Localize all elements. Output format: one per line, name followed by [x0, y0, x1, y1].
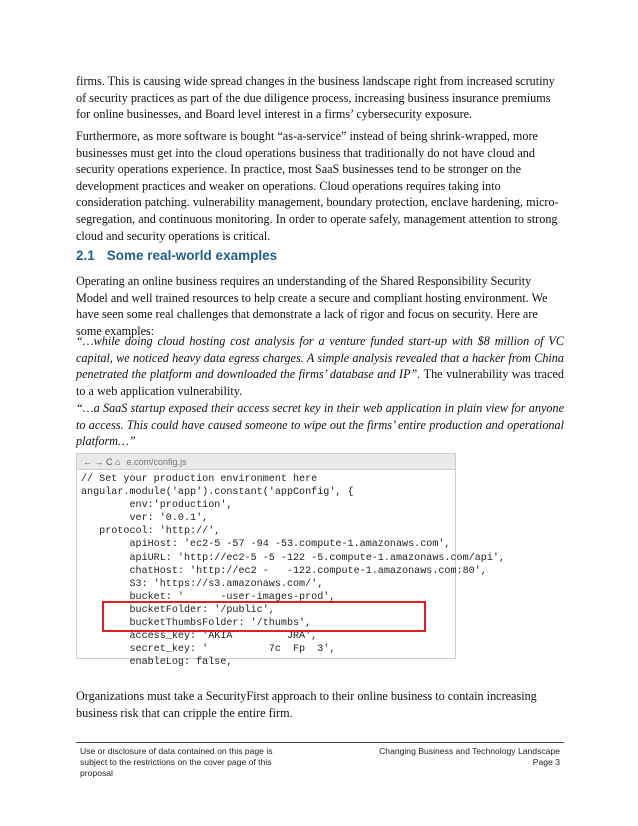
section-number: 2.1 [76, 248, 95, 263]
quote-example-1-italic: “…while doing cloud hosting cost analysis for a venture funded start-up with $8 million of VC capital, we noticed heavy data egress charges. A simple analysis revealed that a hacker from China penetrated the platform and downloaded the firms’ database and IP”. [76, 334, 564, 382]
exposed-keys-highlight-box [102, 601, 426, 632]
quote-example-2: “…a SaaS startup exposed their access secret key in their web application in plain view for anyone to access. This could have caused someone to wipe out the firms’ entire production and operational platform…” [76, 401, 564, 449]
paragraph-conclusion: Organizations must take a SecurityFirst approach to their online business to contain increasing business risk that can cripple the entire firm. [76, 689, 537, 720]
browser-bar [77, 454, 455, 470]
paragraph-intro: firms. This is causing wide spread changes in the business landscape right from increased scrutiny of security practices as part of the due diligence process, increasing business insurance premiums for online businesses, and Board level interest in a firms’ cybersecurity exposure. [76, 74, 555, 122]
code-snippet: // Set your production environment here angular.module('app').constant('appConfig', { env:'production', ver: '0.0.1', protocol: 'http://', apiHost: 'ec2-5 -57 -94 -53.compute-1.amazonaws.com', apiURL: 'http://ec2-5 -5 -122 -5.compute-1.amazonaws.com/api', chatHost: 'http://ec2 - -122.compute-1.amazonaws.com:80', S3: 'https://s3.amazonaws.com/', bucket: ' -user-images-prod', bucketFolder: '/public', bucketThumbsFolder: '/thumbs', access_key: 'AKIA JRA', secret_key: ' 7c Fp 3', enableLog: false, [81, 474, 506, 669]
browser-url: e.com/config.js [126, 456, 187, 467]
section-heading [76, 248, 277, 263]
quote-example-1 [76, 333, 564, 399]
code-screenshot [76, 453, 506, 669]
paragraph-examples-intro: Operating an online business requires an understanding of the Shared Responsibility Security Model and well trained resources to help create a secure and compliant hosting environment. We have seen some real challenges that demonstrate a lack of rigor and focus on security. Here are some examples: [76, 274, 548, 338]
footer-disclaimer-line: proposal [80, 768, 113, 778]
footer-disclaimer-line: Use or disclosure of data contained on this page is [80, 746, 273, 756]
footer-divider [76, 742, 564, 743]
footer-disclaimer [80, 746, 300, 779]
footer-document-title: Changing Business and Technology Landscape [379, 746, 560, 756]
paragraph-saas-operations: Furthermore, as more software is bought “as-a-service” instead of being shrink-wrapped, more businesses must get into the cloud operations business that traditionally do not have cloud and security operations experience. In practice, most SaaS businesses tend to be stronger on the development practices and weaker on operations. Cloud operations requires taking into consideration patching. vulnerability management, boundary protection, enclave hardening, micro-segregation, and continuous monitoring. In order to operate safely, management attention to strong cloud and security operations is critical. [76, 129, 559, 243]
browser-nav-icons: ← → C ⌂ [83, 456, 121, 467]
section-title: Some real-world examples [106, 248, 278, 263]
footer-page-number: Page 3 [532, 757, 560, 767]
footer-disclaimer-line: subject to the restrictions on the cover page of this [80, 757, 272, 767]
footer-document-info [360, 746, 560, 768]
quote-example-1-tail: The vulnerability was traced to a web application vulnerability. [76, 367, 565, 398]
